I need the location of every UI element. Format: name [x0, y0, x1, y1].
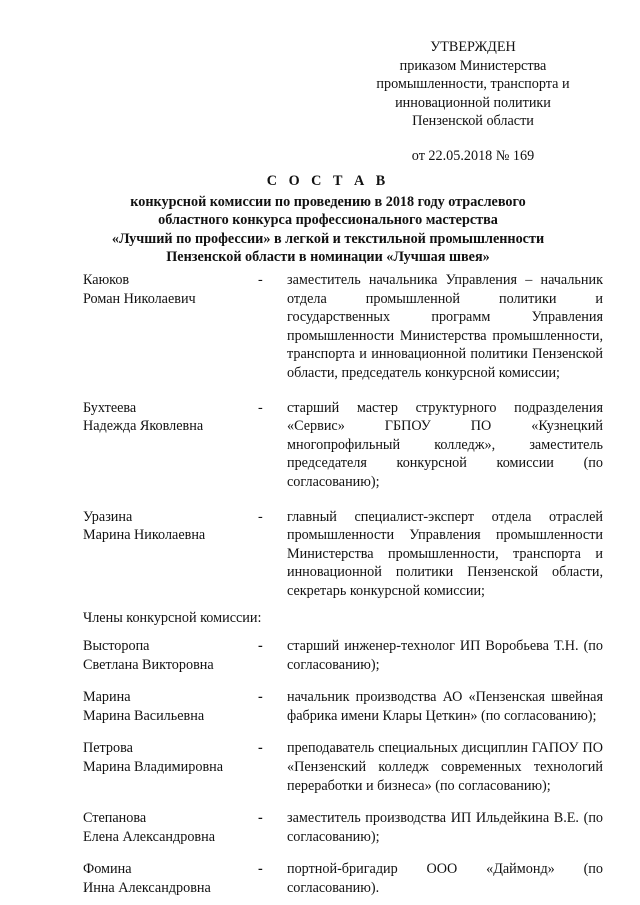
member-role: заместитель начальника Управления – начальник отдела промышленной политики и государственных программ Управления промышленности Министерства промышленности, транспорта и инновационной политики Пензенской области, председатель конкурсной комиссии; [287, 272, 603, 381]
commission-roster [83, 271, 603, 898]
member-dash: - [258, 689, 263, 706]
member-name [83, 860, 253, 897]
member-given-name: Марина Владимировна [83, 759, 224, 776]
commission-member [83, 739, 603, 795]
member-dash: - [258, 399, 263, 416]
member-name [83, 271, 253, 308]
member-role: заместитель производства ИП Ильдейкина В.Е. (по согласованию); [287, 810, 603, 845]
approval-title: УТВЕРЖДЕН [430, 39, 516, 55]
member-name [83, 637, 253, 674]
heading-line: областного конкурса профессионального мастерства [158, 212, 498, 229]
member-surname: Бухтеева [83, 399, 137, 416]
member-dash: - [258, 272, 263, 288]
heading-line: Пензенской области в номинации «Лучшая швея» [166, 249, 490, 266]
member-surname: Высторопа [83, 638, 150, 655]
commission-member [83, 688, 603, 725]
commission-member [83, 809, 603, 846]
approval-line: промышленности, транспорта и [376, 76, 570, 93]
commission-member [83, 271, 603, 383]
member-given-name: Инна Александровна [83, 880, 211, 897]
member-surname: Степанова [83, 810, 147, 827]
member-role: старший инженер-технолог ИП Воробьева Т.Н. (по согласованию); [287, 638, 603, 673]
member-name [83, 508, 253, 545]
approval-line: приказом Министерства [399, 57, 547, 74]
member-name [83, 809, 253, 846]
member-name [83, 688, 253, 725]
member-dash: - [258, 861, 263, 878]
member-surname: Уразина [83, 508, 133, 525]
heading-line: конкурсной комиссии по проведению в 2018 году отраслевого [130, 193, 526, 210]
approval-block [358, 38, 588, 166]
member-given-name: Елена Александровна [83, 828, 215, 845]
member-role: преподаватель специальных дисциплин ГАПОУ ПО «Пензенский колледж современных технологий переработки и бизнеса» (по согласованию); [287, 740, 603, 794]
member-given-name: Роман Николаевич [83, 290, 196, 307]
approval-line: инновационной политики [395, 94, 551, 111]
member-role: портной-бригадир ООО «Даймонд» (по согласованию). [287, 861, 603, 897]
member-surname: Марина [83, 689, 131, 706]
commission-member [83, 508, 603, 601]
member-role: старший мастер структурного подразделения «Сервис» ГБПОУ ПО «Кузнецкий многопрофильный колледж», заместитель председателя конкурсной комиссии (по согласованию); [287, 399, 603, 490]
member-surname: Петрова [83, 740, 133, 757]
document-heading [78, 172, 578, 267]
member-dash: - [258, 638, 263, 655]
member-dash: - [258, 508, 263, 525]
approval-date: от 22.05.2018 № 169 [411, 147, 535, 164]
heading-line: «Лучший по профессии» в легкой и текстильной промышленности [111, 230, 545, 247]
member-name [83, 399, 253, 436]
approval-line: Пензенской области [412, 113, 534, 130]
member-dash: - [258, 810, 263, 827]
member-surname: Каюков [83, 272, 130, 288]
members-label: Члены конкурсной комиссии: [83, 609, 262, 626]
member-name [83, 739, 253, 776]
commission-member [83, 637, 603, 674]
member-role: главный специалист-эксперт отдела отраслей промышленности Управления промышленности Министерства промышленности, транспорта и инновационной политики Пензенской области, секретарь конкурсной комиссии; [287, 508, 603, 599]
member-given-name: Марина Николаевна [83, 527, 206, 544]
document-title: С О С Т А В [266, 173, 390, 189]
member-role: начальник производства АО «Пензенская швейная фабрика имени Клары Цеткин» (по согласованию); [287, 689, 603, 724]
member-given-name: Надежда Яковлевна [83, 418, 204, 435]
member-surname: Фомина [83, 861, 132, 878]
member-dash: - [258, 740, 263, 757]
member-given-name: Светлана Викторовна [83, 656, 214, 673]
commission-member [83, 860, 603, 897]
member-given-name: Марина Васильевна [83, 707, 205, 724]
commission-member [83, 399, 603, 492]
